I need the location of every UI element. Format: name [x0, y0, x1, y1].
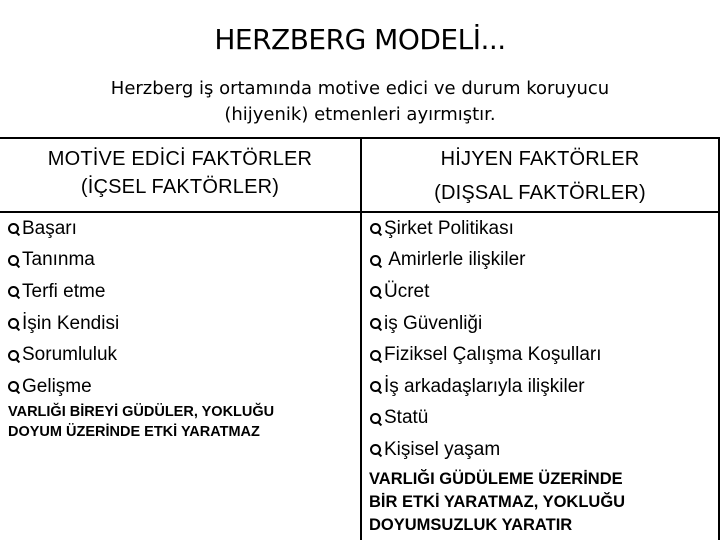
- hygiene-note-line-2: BİR ETKİ YARATMAZ, YOKLUĞU: [369, 493, 626, 511]
- left-header-line-2: (İÇSEL FAKTÖRLER): [80, 176, 280, 198]
- right-header-line-2: (DIŞSAL FAKTÖRLER): [434, 182, 646, 204]
- list-item-label: Kişisel yaşam: [384, 438, 501, 460]
- list-item-label: Başarı: [22, 217, 77, 239]
- page-title: HERZBERG MODELİ...: [214, 23, 506, 56]
- list-item-label: Sorumluluk: [22, 344, 118, 366]
- motivator-note-line-2: DOYUM ÜZERİNDE ETKİ YARATMAZ: [8, 424, 260, 440]
- bullet-icon: [8, 318, 19, 329]
- list-item-label: Tanınma: [22, 249, 95, 271]
- bullet-icon: [8, 223, 19, 234]
- list-item: [368, 245, 602, 277]
- right-column-header: [362, 142, 718, 210]
- bullet-icon: [8, 381, 19, 392]
- bullet-icon: [370, 350, 381, 361]
- bullet-icon: [370, 318, 381, 329]
- list-item: [368, 213, 602, 245]
- list-item: [6, 308, 119, 340]
- list-item-label: Statü: [384, 407, 429, 429]
- motivator-note-line-1: VARLIĞI BİREYİ GÜDÜLER, YOKLUĞU: [8, 404, 275, 420]
- bullet-icon: [8, 350, 19, 361]
- factors-table: [0, 137, 720, 540]
- hygiene-note: [369, 468, 714, 537]
- list-item: [368, 339, 602, 371]
- list-item: [6, 371, 119, 403]
- subtitle-line-2: (hijyenik) etmenleri ayırmıştır.: [224, 104, 496, 125]
- left-header-line-1: MOTİVE EDİCİ FAKTÖRLER: [47, 148, 313, 170]
- right-header-line-1: HİJYEN FAKTÖRLER: [440, 148, 640, 170]
- list-item-label: Gelişme: [22, 375, 92, 397]
- list-item-label: Terfi etme: [22, 280, 106, 302]
- list-item-label: iş Güvenliği: [384, 312, 483, 334]
- list-item: [368, 403, 602, 435]
- left-column-header: [0, 145, 360, 201]
- bullet-icon: [370, 223, 381, 234]
- subtitle-line-1: Herzberg iş ortamında motive edici ve durum koruyucu: [110, 78, 610, 99]
- bullet-icon: [370, 255, 381, 266]
- hygiene-note-line-3: DOYUMSUZLUK YARATIR: [369, 516, 573, 534]
- list-item: [6, 245, 119, 277]
- list-item-label: Ücret: [384, 280, 430, 302]
- motivator-note: [8, 402, 358, 442]
- list-item: [368, 276, 602, 308]
- list-item-label: İş arkadaşlarıyla ilişkiler: [384, 375, 585, 397]
- bullet-icon: [370, 286, 381, 297]
- bullet-icon: [8, 286, 19, 297]
- hygiene-note-line-1: VARLIĞI GÜDÜLEME ÜZERİNDE: [369, 470, 623, 488]
- list-item: [368, 308, 602, 340]
- bullet-icon: [370, 444, 381, 455]
- list-item: [368, 371, 602, 403]
- bullet-icon: [370, 381, 381, 392]
- list-item: [368, 434, 602, 466]
- bullet-icon: [370, 413, 381, 424]
- hygiene-list: [368, 213, 602, 466]
- bullet-icon: [8, 255, 19, 266]
- list-item: [6, 339, 119, 371]
- list-item: [6, 276, 119, 308]
- list-item: [6, 213, 119, 245]
- motivator-list: [6, 213, 119, 403]
- list-item-label: Şirket Politikası: [384, 217, 514, 239]
- list-item-label: İşin Kendisi: [22, 312, 120, 334]
- list-item-label: Fiziksel Çalışma Koşulları: [384, 344, 602, 366]
- list-item-label: Amirlerle ilişkiler: [384, 249, 526, 271]
- subtitle: [60, 76, 660, 128]
